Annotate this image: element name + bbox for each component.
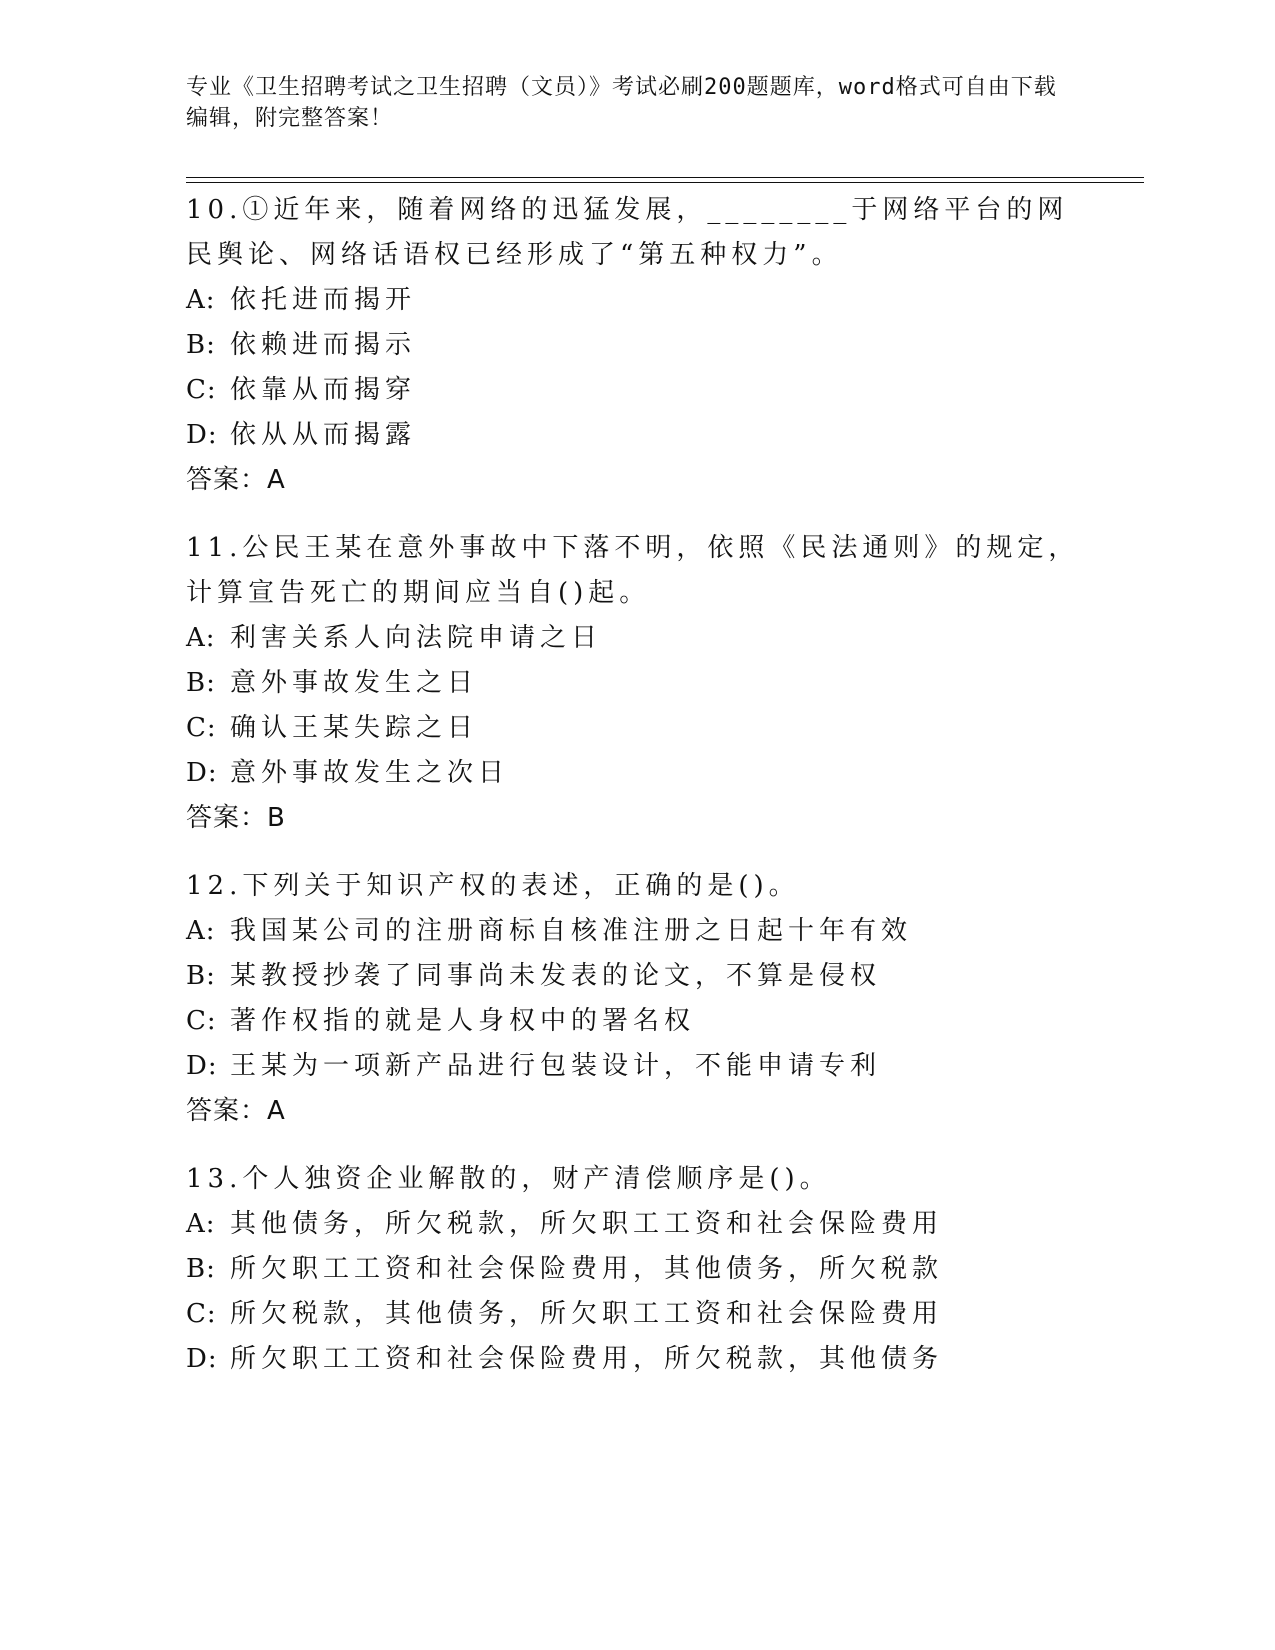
answer-line: 答案：B [186, 803, 286, 833]
option-key: D: [186, 1344, 218, 1374]
option-key: B: [186, 668, 216, 698]
option-c [186, 1292, 1086, 1337]
option-text: 所欠税款，其他债务，所欠职工工资和社会保险费用 [230, 1299, 944, 1329]
option-text: 意外事故发生之日 [230, 668, 479, 698]
option-key: B: [186, 330, 216, 360]
option-text: 著作权指的就是人身权中的署名权 [230, 1006, 696, 1036]
option-text: 所欠职工工资和社会保险费用，其他债务，所欠税款 [230, 1254, 944, 1284]
option-a [186, 909, 1086, 954]
option-key: A: [186, 623, 216, 653]
question-13 [186, 1157, 1086, 1382]
option-a [186, 278, 1086, 323]
option-key: D: [186, 420, 218, 450]
option-d [186, 413, 1086, 458]
option-a [186, 1202, 1086, 1247]
option-key: A: [186, 916, 216, 946]
option-text: 确认王某失踪之日 [230, 713, 479, 743]
question-12 [186, 864, 1086, 1134]
option-text: 利害关系人向法院申请之日 [230, 623, 603, 653]
option-key: A: [186, 1209, 216, 1239]
answer-line: 答案：A [186, 465, 286, 495]
option-b [186, 1247, 1086, 1292]
option-key: A: [186, 285, 216, 315]
option-text: 某教授抄袭了同事尚未发表的论文，不算是侵权 [230, 961, 882, 991]
option-text: 依托进而揭开 [230, 285, 417, 315]
option-c [186, 706, 1086, 751]
header-divider-secondary [186, 182, 1144, 183]
document-header: 专业《卫生招聘考试之卫生招聘（文员）》考试必刷200题题库，word格式可自由下载编辑，附完整答案！ [186, 75, 1057, 131]
header-divider [186, 177, 1144, 178]
option-text: 其他债务，所欠税款，所欠职工工资和社会保险费用 [230, 1209, 944, 1239]
option-key: D: [186, 758, 218, 788]
option-text: 意外事故发生之次日 [230, 758, 510, 788]
option-c [186, 999, 1086, 1044]
option-text: 所欠职工工资和社会保险费用，所欠税款，其他债务 [230, 1344, 944, 1374]
option-d [186, 1337, 1086, 1382]
option-key: C: [186, 1006, 217, 1036]
question-text: 10.①近年来，随着网络的迅猛发展，________于网络平台的网民舆论、网络话语权已经形成了“第五种权力”。 [186, 195, 1069, 270]
option-d [186, 1044, 1086, 1089]
option-c [186, 368, 1086, 413]
option-key: C: [186, 1299, 217, 1329]
option-b [186, 954, 1086, 999]
question-text: 13.个人独资企业解散的，财产清偿顺序是()。 [186, 1164, 831, 1194]
option-b [186, 323, 1086, 368]
option-b [186, 661, 1086, 706]
option-a [186, 616, 1086, 661]
option-key: D: [186, 1051, 218, 1081]
question-10 [186, 188, 1086, 503]
answer-line: 答案：A [186, 1096, 286, 1126]
option-key: B: [186, 1254, 216, 1284]
option-text: 依赖进而揭示 [230, 330, 417, 360]
option-key: C: [186, 375, 217, 405]
question-text: 11.公民王某在意外事故中下落不明，依照《民法通则》的规定，计算宣告死亡的期间应当自()起。 [186, 533, 1080, 608]
option-text: 我国某公司的注册商标自核准注册之日起十年有效 [230, 916, 913, 946]
question-text: 12.下列关于知识产权的表述，正确的是()。 [186, 871, 800, 901]
option-text: 王某为一项新产品进行包装设计，不能申请专利 [230, 1051, 882, 1081]
option-d [186, 751, 1086, 796]
option-key: B: [186, 961, 216, 991]
option-text: 依从从而揭露 [230, 420, 417, 450]
question-11 [186, 526, 1086, 841]
option-text: 依靠从而揭穿 [230, 375, 417, 405]
option-key: C: [186, 713, 217, 743]
question-list [186, 188, 1086, 1405]
